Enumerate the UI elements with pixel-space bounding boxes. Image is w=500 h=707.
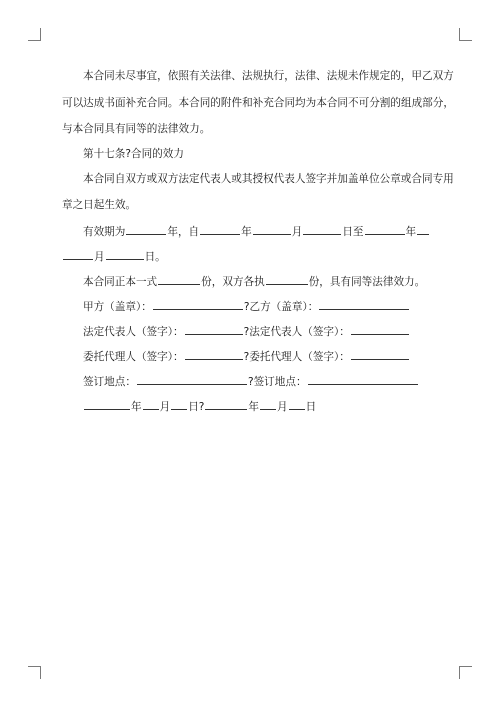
- legal-rep-b-label: ?法定代表人（签字）：: [243, 326, 350, 338]
- copies-line: [83, 273, 425, 289]
- copies-mid: 份，双方各执: [201, 276, 265, 288]
- place-b-label: ?签订地点：: [247, 376, 307, 388]
- blank-field[interactable]: [185, 348, 243, 360]
- date-year-label: 年: [131, 401, 142, 413]
- date-day-label: 日?: [188, 401, 205, 413]
- paragraph-line: 本合同未尽事宜，依照有关法律、法规执行，法律、法规未作规定的，甲乙双方: [83, 70, 454, 82]
- validity-year-label: 年: [405, 226, 417, 238]
- legal-rep-a-label: 法定代表人（签字）：: [83, 326, 184, 338]
- validity-year-label: 年，自: [167, 226, 200, 238]
- date-year-label: 年: [248, 401, 259, 413]
- paragraph-line: 可以达成书面补充合同。本合同的附件和补充合同均为本合同不可分割的组成部分，: [62, 97, 454, 109]
- blank-field[interactable]: [289, 398, 305, 410]
- agent-a-label: 委托代理人（签字）：: [83, 351, 184, 363]
- validity-line: [83, 223, 430, 239]
- paragraph-line: 与本合同具有同等的法律效力。: [62, 123, 211, 135]
- corner-mark-top-right: [459, 28, 472, 41]
- document-page: [62, 0, 454, 707]
- blank-field[interactable]: [63, 248, 93, 260]
- agent-b-label: ?委托代理人（签字）：: [243, 351, 350, 363]
- blank-field[interactable]: [143, 398, 159, 410]
- blank-field[interactable]: [351, 348, 409, 360]
- signing-date-line: [83, 398, 316, 414]
- party-a-label: 甲方（盖章）：: [83, 301, 152, 313]
- blank-field[interactable]: [200, 223, 240, 235]
- blank-field[interactable]: [319, 298, 409, 310]
- party-seal-line: [83, 298, 410, 314]
- validity-month-label: 月: [94, 251, 105, 263]
- blank-field[interactable]: [137, 373, 247, 385]
- paragraph-line: 本合同自双方或双方法定代表人或其授权代表人签字并加盖单位公章或合同专用: [83, 173, 454, 185]
- corner-mark-bottom-left: [28, 666, 41, 679]
- validity-line-continued: [62, 248, 166, 264]
- blank-field[interactable]: [260, 398, 276, 410]
- copies-suffix: 份，具有同等法律效力。: [308, 276, 426, 288]
- blank-field[interactable]: [126, 223, 166, 235]
- blank-field[interactable]: [158, 273, 200, 285]
- validity-day-to-label: 日至: [342, 226, 364, 238]
- blank-field[interactable]: [106, 248, 144, 260]
- blank-field[interactable]: [205, 398, 247, 410]
- date-day-label: 日: [305, 401, 317, 413]
- paragraph-line: 章之日起生效。: [62, 199, 137, 211]
- validity-month-label: 月: [291, 226, 303, 238]
- blank-field[interactable]: [351, 323, 409, 335]
- date-month-label: 月: [277, 401, 288, 413]
- corner-mark-top-left: [28, 28, 41, 41]
- blank-field[interactable]: [266, 273, 308, 285]
- validity-prefix: 有效期为: [83, 226, 126, 238]
- blank-field[interactable]: [253, 223, 291, 235]
- validity-day-end-label: 日。: [144, 251, 166, 263]
- blank-field[interactable]: [185, 323, 243, 335]
- blank-field[interactable]: [308, 373, 418, 385]
- party-b-label: ?乙方（盖章）：: [243, 301, 319, 313]
- agent-line: [83, 348, 410, 364]
- copies-prefix: 本合同正本一式: [83, 276, 158, 288]
- place-a-label: 签订地点：: [83, 376, 136, 388]
- blank-field[interactable]: [303, 223, 341, 235]
- corner-mark-bottom-right: [459, 666, 472, 679]
- blank-field[interactable]: [153, 298, 243, 310]
- validity-year-label: 年: [241, 226, 252, 238]
- blank-field[interactable]: [417, 223, 429, 235]
- date-month-label: 月: [159, 401, 171, 413]
- blank-field[interactable]: [365, 223, 405, 235]
- blank-field[interactable]: [84, 398, 130, 410]
- legal-rep-line: [83, 323, 410, 339]
- blank-field[interactable]: [171, 398, 187, 410]
- article-heading: 第十七条?合同的效力: [83, 148, 184, 160]
- signing-place-line: [83, 373, 419, 389]
